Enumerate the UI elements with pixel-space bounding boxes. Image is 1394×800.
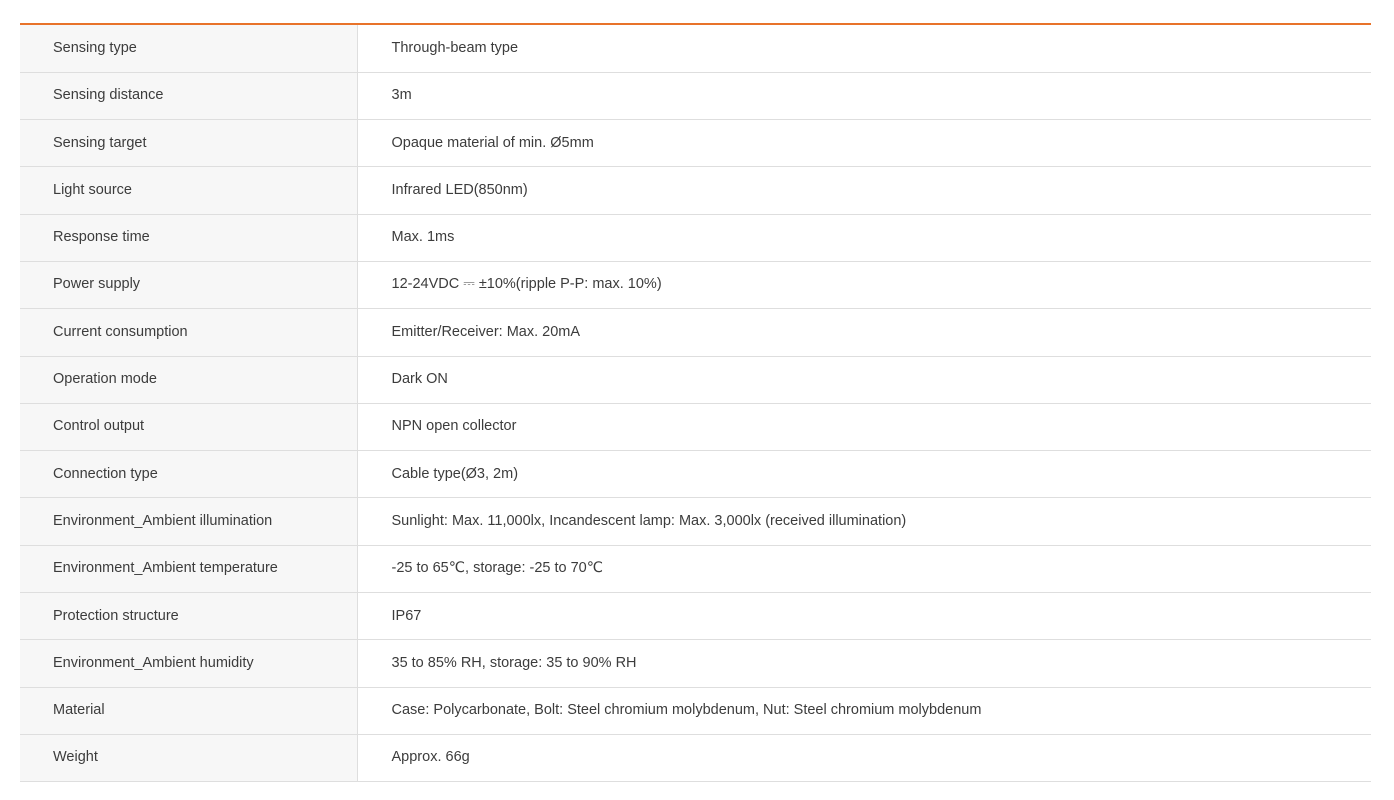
table-row [20,451,1371,498]
spec-label: Light source [20,167,357,214]
spec-label: Sensing target [20,120,357,167]
table-row [20,214,1371,261]
specification-table [20,25,1371,782]
spec-value: -25 to 65℃, storage: -25 to 70℃ [357,545,1371,592]
table-row [20,167,1371,214]
spec-value: Emitter/Receiver: Max. 20mA [357,309,1371,356]
table-row [20,687,1371,734]
spec-label: Sensing distance [20,72,357,119]
table-row [20,356,1371,403]
spec-value: Case: Polycarbonate, Bolt: Steel chromium molybdenum, Nut: Steel chromium molybdenum [357,687,1371,734]
spec-value: Opaque material of min. Ø5mm [357,120,1371,167]
table-row [20,593,1371,640]
spec-value: Max. 1ms [357,214,1371,261]
table-row [20,403,1371,450]
table-row [20,734,1371,781]
spec-value: Through-beam type [357,25,1371,72]
spec-table-container [20,23,1371,782]
spec-label: Environment_Ambient temperature [20,545,357,592]
spec-label: Current consumption [20,309,357,356]
spec-value: 3m [357,72,1371,119]
spec-value: 35 to 85% RH, storage: 35 to 90% RH [357,640,1371,687]
spec-label: Environment_Ambient humidity [20,640,357,687]
spec-label: Sensing type [20,25,357,72]
table-row [20,72,1371,119]
spec-label: Control output [20,403,357,450]
table-row [20,25,1371,72]
spec-label: Weight [20,734,357,781]
spec-label: Response time [20,214,357,261]
table-row [20,545,1371,592]
spec-value: 12-24VDC ⎓ ±10%(ripple P-P: max. 10%) [357,261,1371,308]
spec-label: Protection structure [20,593,357,640]
spec-value: Approx. 66g [357,734,1371,781]
table-row [20,498,1371,545]
spec-label: Environment_Ambient illumination [20,498,357,545]
table-row [20,120,1371,167]
table-row [20,309,1371,356]
table-row [20,261,1371,308]
spec-value: Cable type(Ø3, 2m) [357,451,1371,498]
spec-value: Sunlight: Max. 11,000lx, Incandescent lamp: Max. 3,000lx (received illumination) [357,498,1371,545]
spec-value: Dark ON [357,356,1371,403]
spec-label: Operation mode [20,356,357,403]
spec-label: Power supply [20,261,357,308]
spec-label: Material [20,687,357,734]
spec-label: Connection type [20,451,357,498]
spec-value: NPN open collector [357,403,1371,450]
table-row [20,640,1371,687]
spec-value: Infrared LED(850nm) [357,167,1371,214]
spec-value: IP67 [357,593,1371,640]
